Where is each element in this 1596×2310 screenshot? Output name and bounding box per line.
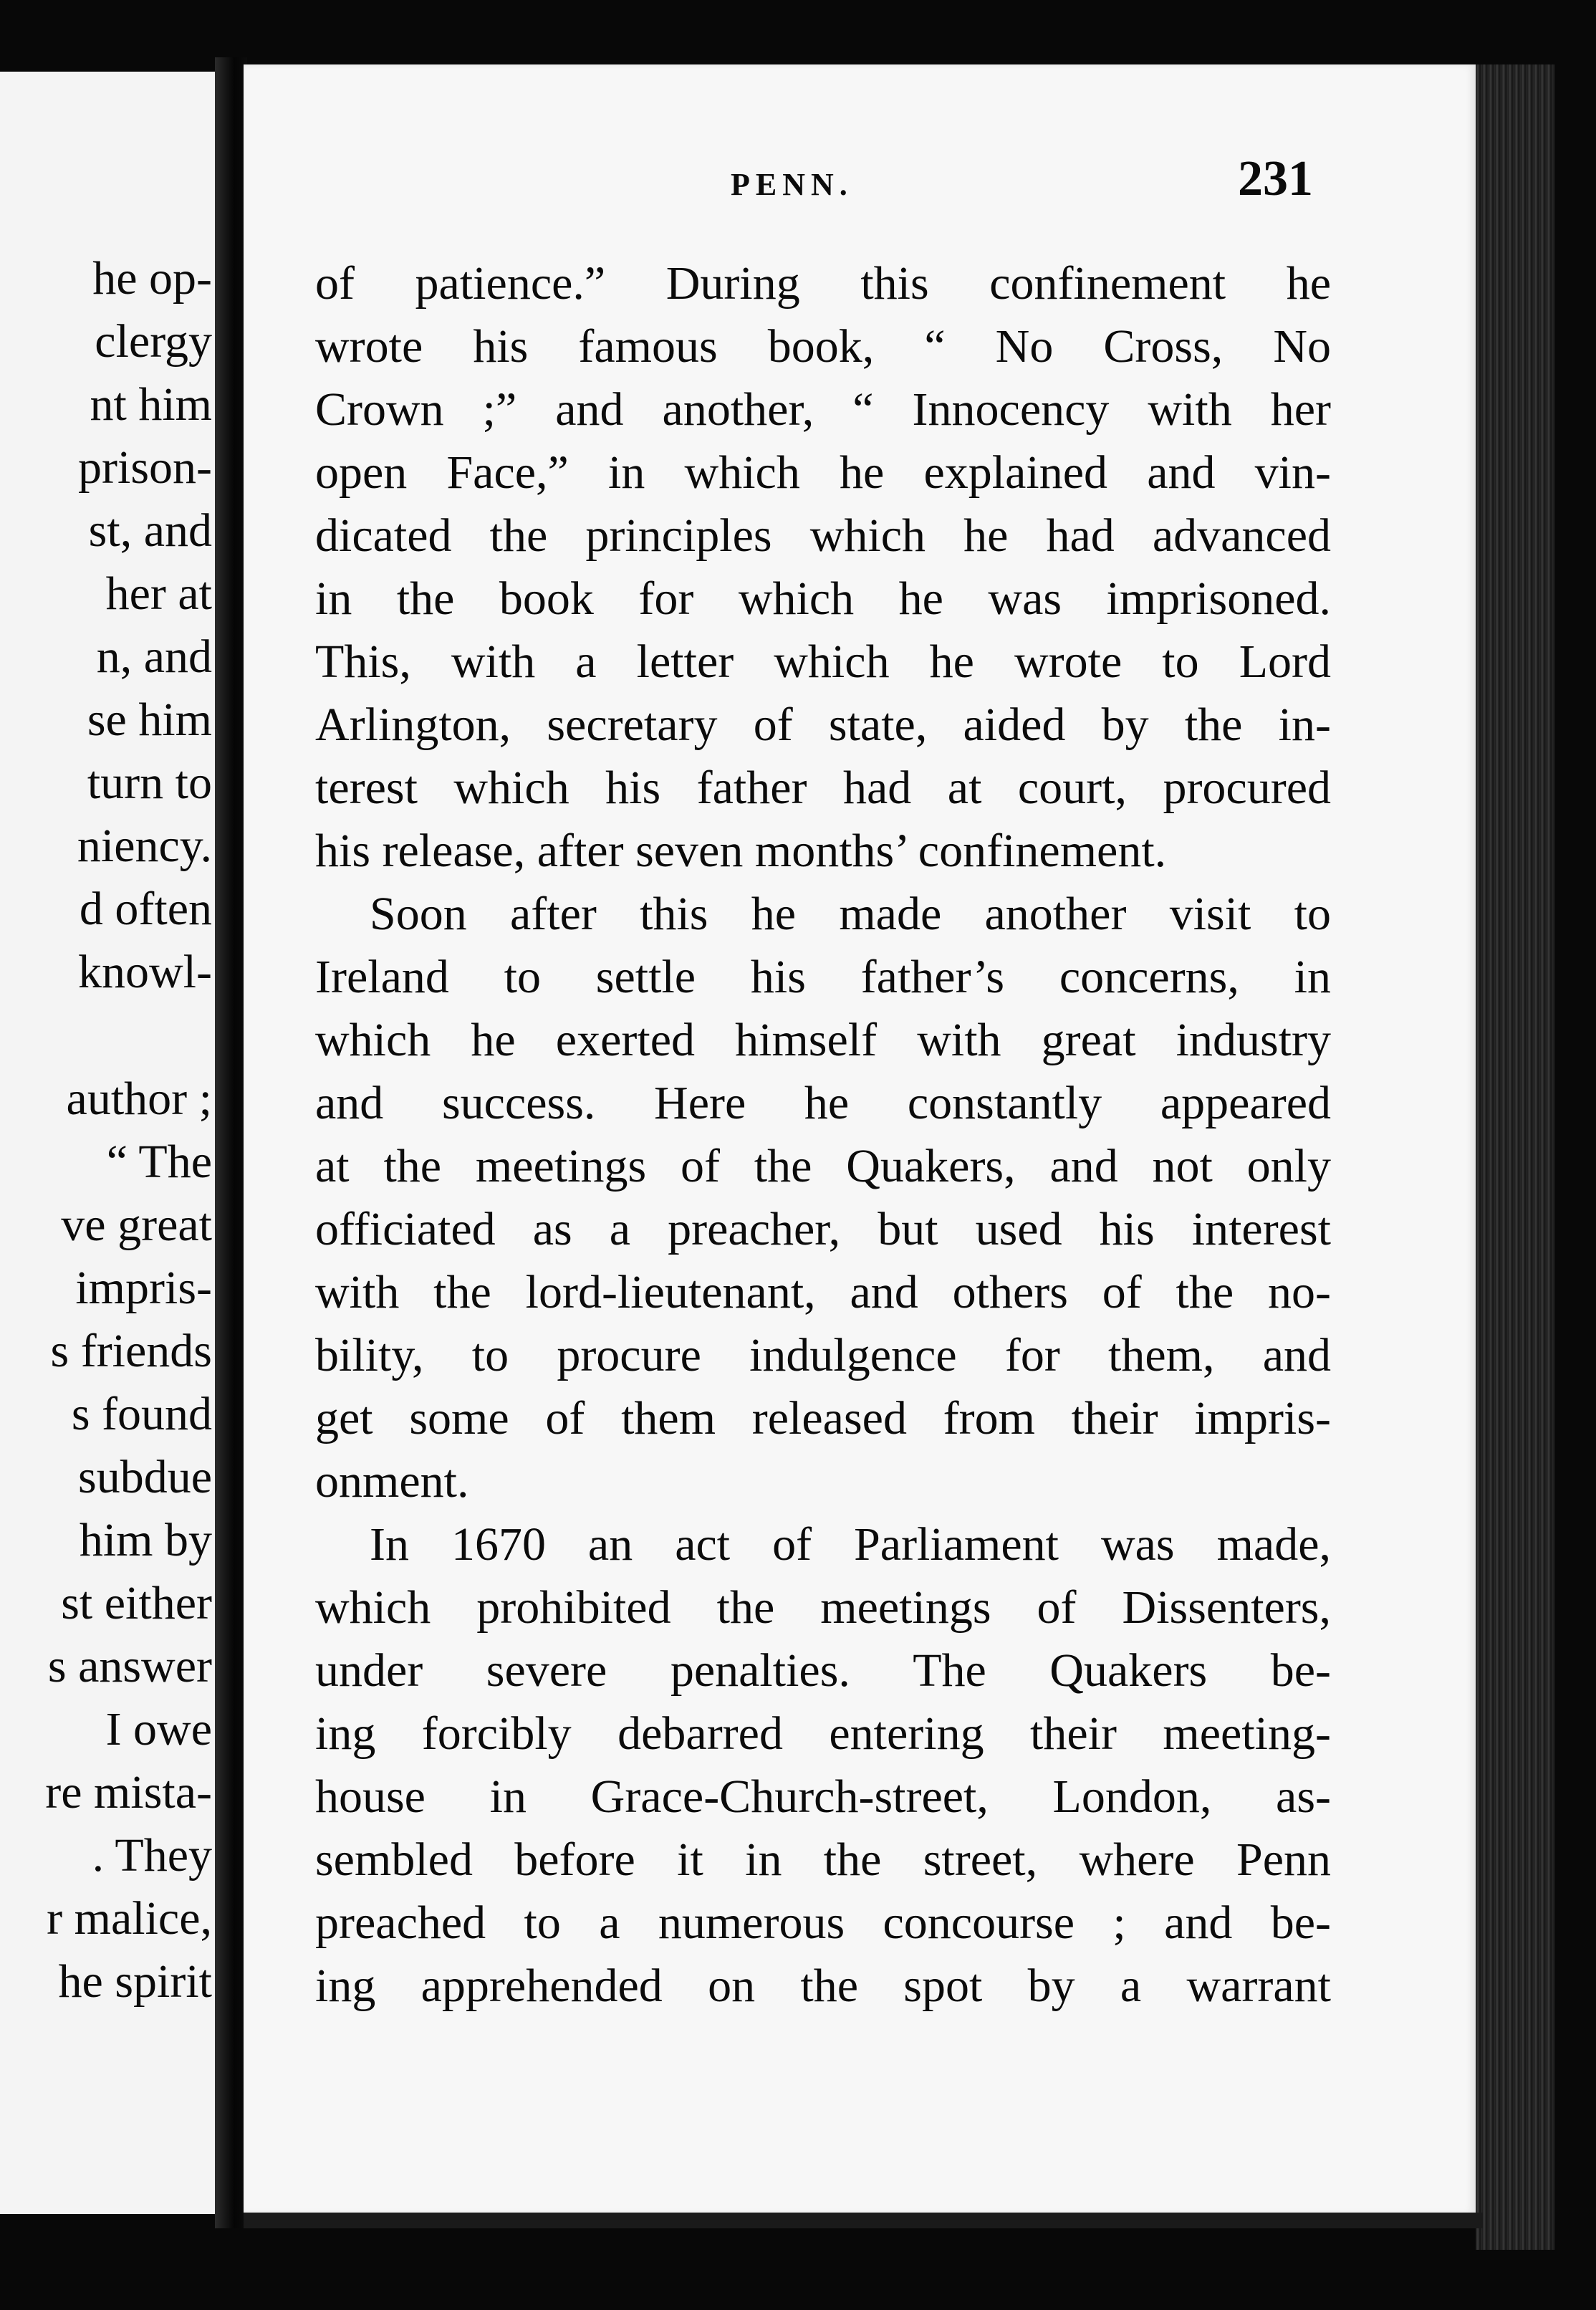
page-block-edge [1476, 64, 1554, 2250]
text-line: house in Grace-Church-street, London, as- [315, 1770, 1331, 1823]
previous-page-line: I owe [105, 1703, 212, 1755]
running-head: PENN. [731, 167, 853, 202]
text-line: Crown ;” and another, “ Innocency with her [315, 383, 1331, 436]
text-line: onment. [315, 1455, 469, 1508]
text-line: wrote his famous book, “ No Cross, No [315, 320, 1331, 373]
text-line: sembled before it in the street, where Penn [315, 1834, 1331, 1886]
text-line: and success. Here he constantly appeared [315, 1077, 1331, 1129]
previous-page-line: “ The [106, 1136, 212, 1188]
previous-page-line: st, and [88, 504, 212, 557]
text-line: dicated the principles which he had advanced [315, 509, 1331, 562]
text-line: open Face,” in which he explained and vin- [315, 446, 1331, 499]
previous-page-line: niency. [77, 820, 212, 872]
previous-page-line: n, and [96, 631, 212, 683]
previous-page-line: subdue [78, 1451, 212, 1503]
text-line: which prohibited the meetings of Dissenters, [315, 1581, 1331, 1634]
previous-page-line: prison- [78, 441, 212, 494]
previous-page-line: . They [92, 1829, 212, 1882]
text-line: his release, after seven months’ confinement. [315, 825, 1167, 877]
previous-page-line: her at [105, 567, 212, 620]
text-line: ing forcibly debarred entering their meeting- [315, 1707, 1331, 1760]
text-line: in the book for which he was imprisoned. [315, 572, 1331, 625]
previous-page-line: impris- [75, 1262, 212, 1314]
previous-page-line: st either [61, 1577, 212, 1629]
previous-page-line: s found [71, 1388, 212, 1440]
page-bottom-edge [244, 2213, 1483, 2228]
text-line: get some of them released from their impris- [315, 1392, 1331, 1444]
text-line: with the lord-lieutenant, and others of the no- [315, 1266, 1331, 1318]
previous-page-line: clergy [95, 315, 212, 368]
previous-page-line: re mista- [45, 1766, 212, 1818]
previous-page-line: nt him [90, 378, 212, 431]
book-gutter [215, 57, 247, 2228]
previous-page-line: him by [79, 1514, 212, 1566]
text-line: terest which his father had at court, procured [315, 762, 1331, 814]
previous-page-line: d often [79, 883, 212, 935]
body-text [315, 252, 1331, 2018]
text-line: bility, to procure indulgence for them, and [315, 1329, 1331, 1381]
previous-page-line: knowl- [78, 946, 212, 998]
text-line: under severe penalties. The Quakers be- [315, 1644, 1331, 1697]
text-line: Ireland to settle his father’s concerns, in [315, 951, 1331, 1003]
previous-page-line: se him [87, 694, 212, 746]
previous-page-line: s answer [47, 1640, 212, 1692]
text-line: Arlington, secretary of state, aided by the in- [315, 699, 1331, 751]
previous-page-line: author ; [66, 1073, 212, 1125]
previous-page-line: s friends [50, 1325, 212, 1377]
previous-page-line: he spirit [58, 1955, 212, 2008]
paragraph-start-line: Soon after this he made another visit to [370, 888, 1331, 940]
previous-page-line: ve great [61, 1199, 212, 1251]
text-line: ing apprehended on the spot by a warrant [315, 1960, 1331, 2012]
previous-page-line: he op- [92, 252, 212, 305]
text-line: officiated as a preacher, but used his interest [315, 1203, 1331, 1255]
paragraph-start-line: In 1670 an act of Parliament was made, [370, 1518, 1331, 1571]
previous-page-line: r malice, [47, 1892, 212, 1945]
text-line: of patience.” During this confinement he [315, 257, 1331, 310]
text-line: This, with a letter which he wrote to Lord [315, 636, 1331, 688]
text-line: which he exerted himself with great industry [315, 1014, 1331, 1066]
previous-page [0, 72, 231, 2214]
text-line: preached to a numerous concourse ; and be- [315, 1897, 1331, 1949]
text-line: at the meetings of the Quakers, and not only [315, 1140, 1331, 1192]
previous-page-line: turn to [87, 757, 212, 809]
page-number: 231 [1238, 151, 1313, 206]
